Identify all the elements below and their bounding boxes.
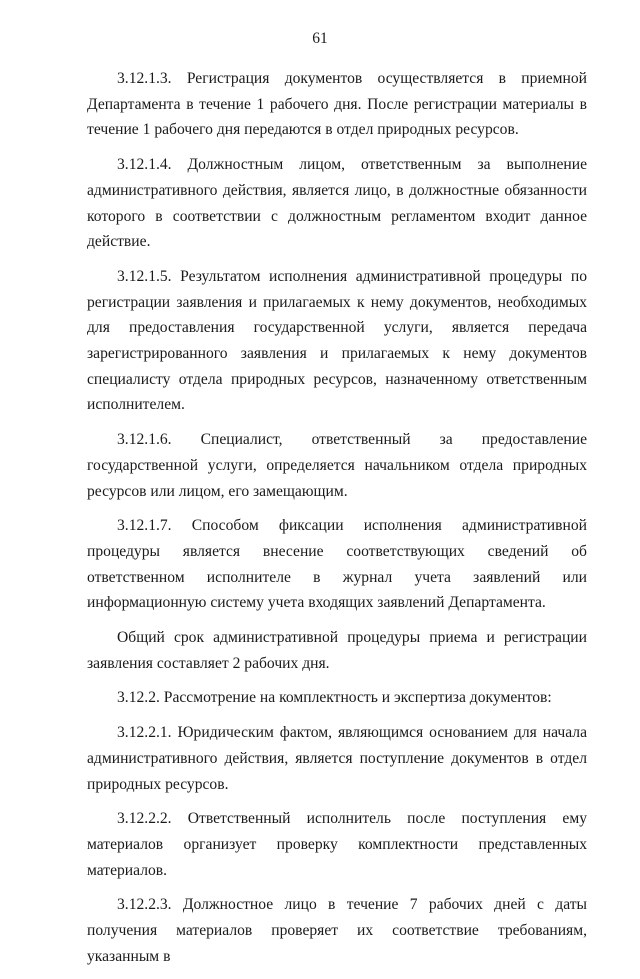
paragraph-3-12-2-2: 3.12.2.2. Ответственный исполнитель после поступления ему материалов организует проверку комплектности представленных материалов. [87,810,587,879]
paragraph-3-12-1-5: 3.12.1.5. Результатом исполнения административной процедуры по регистрации заявления и прилагаемых к нему документов, необходимых для предоставления государственной услуги, является передача зарегистрированного заявления и прилагаемых к нему документов специалисту отдела природных ресурсов, назначенному ответственным исполнителем. [87,267,587,414]
paragraph-3-12-2-1: 3.12.2.1. Юридическим фактом, являющимся основанием для начала административного действия, является поступление документов в отдел природных ресурсов. [87,724,587,793]
document-body [87,66,587,979]
paragraph-3-12-1-3: 3.12.1.3. Регистрация документов осуществляется в приемной Департамента в течение 1 рабочего дня. После регистрации материалы в течение 1 рабочего дня передаются в отдел природных ресурсов. [87,70,587,139]
paragraph-3-12-2-3: 3.12.2.3. Должностное лицо в течение 7 рабочих дней с даты получения материалов проверяет их соответствие требованиям, указанным в [87,896,587,965]
page-number: 61 [312,30,328,47]
paragraph-general-term: Общий срок административной процедуры приема и регистрации заявления составляет 2 рабочих дня. [87,629,587,672]
paragraph-3-12-1-4: 3.12.1.4. Должностным лицом, ответственным за выполнение административного действия, является лицо, в должностные обязанности которого в соответствии с должностным регламентом входит данное действие. [87,156,587,251]
paragraph-3-12-1-6: 3.12.1.6. Специалист, ответственный за предоставление государственной услуги, определяется начальником отдела природных ресурсов или лицом, его замещающим. [87,431,587,500]
paragraph-3-12-1-7: 3.12.1.7. Способом фиксации исполнения административной процедуры является внесение соответствующих сведений об ответственном исполнителе в журнал учета заявлений или информационную систему учета входящих заявлений Департамента. [87,517,587,612]
paragraph-3-12-2: 3.12.2. Рассмотрение на комплектность и экспертиза документов: [117,689,552,707]
